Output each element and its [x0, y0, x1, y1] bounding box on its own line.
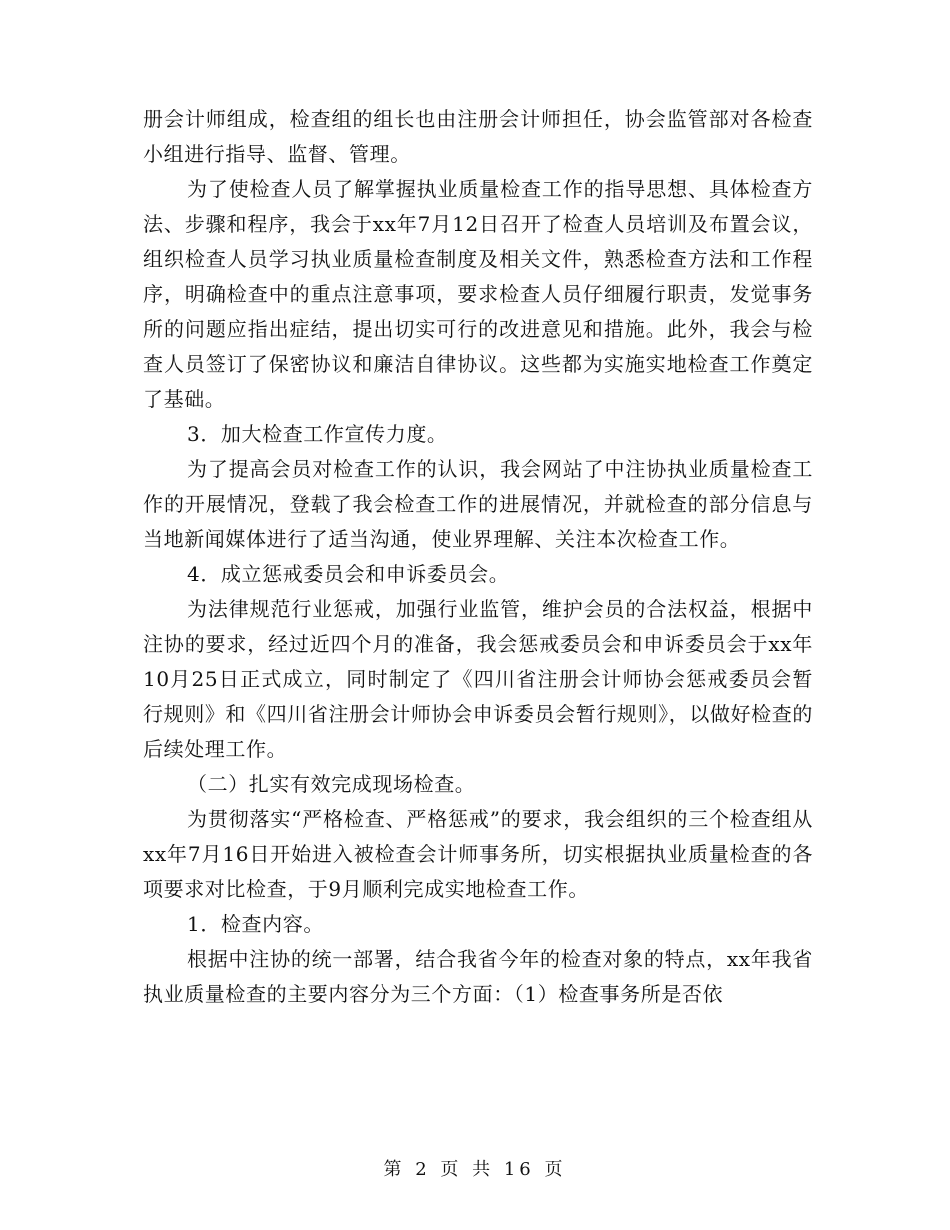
- page-footer: 第 2 页 共 16 页: [383, 1159, 567, 1180]
- document-body: [143, 102, 813, 1012]
- paragraph-3: 为了提高会员对检查工作的认识，我会网站了中注协执业质量检查工作的开展情况，登载了我会检查工作的进展情况，并就检查的部分信息与当地新闻媒体进行了适当沟通，使业界理解、关注本次检查工作。: [143, 457, 813, 551]
- paragraph-4: 为法律规范行业惩戒，加强行业监管，维护会员的合法权益，根据中注协的要求，经过近四个月的准备，我会惩戒委员会和申诉委员会于xx年10月25日正式成立，同时制定了《四川省注册会计师协会惩戒委员会暂行规则》和《四川省注册会计师协会申诉委员会暂行规则》，以做好检查的后续处理工作。: [143, 597, 813, 761]
- section-heading-3: 3．加大检查工作宣传力度。: [187, 422, 448, 446]
- paragraph-1: 册会计师组成，检查组的组长也由注册会计师担任，协会监管部对各检查小组进行指导、监督、管理。: [143, 107, 813, 166]
- paragraph-6: 根据中注协的统一部署，结合我省今年的检查对象的特点，xx年我省执业质量检查的主要内容分为三个方面：（1）检查事务所是否依: [143, 947, 813, 1006]
- section-heading-1: 1．检查内容。: [187, 912, 324, 936]
- paragraph-2: 为了使检查人员了解掌握执业质量检查工作的指导思想、具体检查方法、步骤和程序，我会于xx年7月12日召开了检查人员培训及布置会议，组织检查人员学习执业质量检查制度及相关文件，熟悉检查方法和工作程序，明确检查中的重点注意事项，要求检查人员仔细履行职责，发觉事务所的问题应指出症结，提出切实可行的改进意见和措施。此外，我会与检查人员签订了保密协议和廉洁自律协议。这些都为实施实地检查工作奠定了基础。: [143, 177, 813, 411]
- section-heading-part-2: （二）扎实有效完成现场检查。: [187, 772, 476, 796]
- paragraph-5: 为贯彻落实“严格检查、严格惩戒”的要求，我会组织的三个检查组从xx年7月16日开始进入被检查会计师事务所，切实根据执业质量检查的各项要求对比检查，于9月顺利完成实地检查工作。: [143, 807, 813, 901]
- section-heading-4: 4．成立惩戒委员会和申诉委员会。: [187, 562, 510, 586]
